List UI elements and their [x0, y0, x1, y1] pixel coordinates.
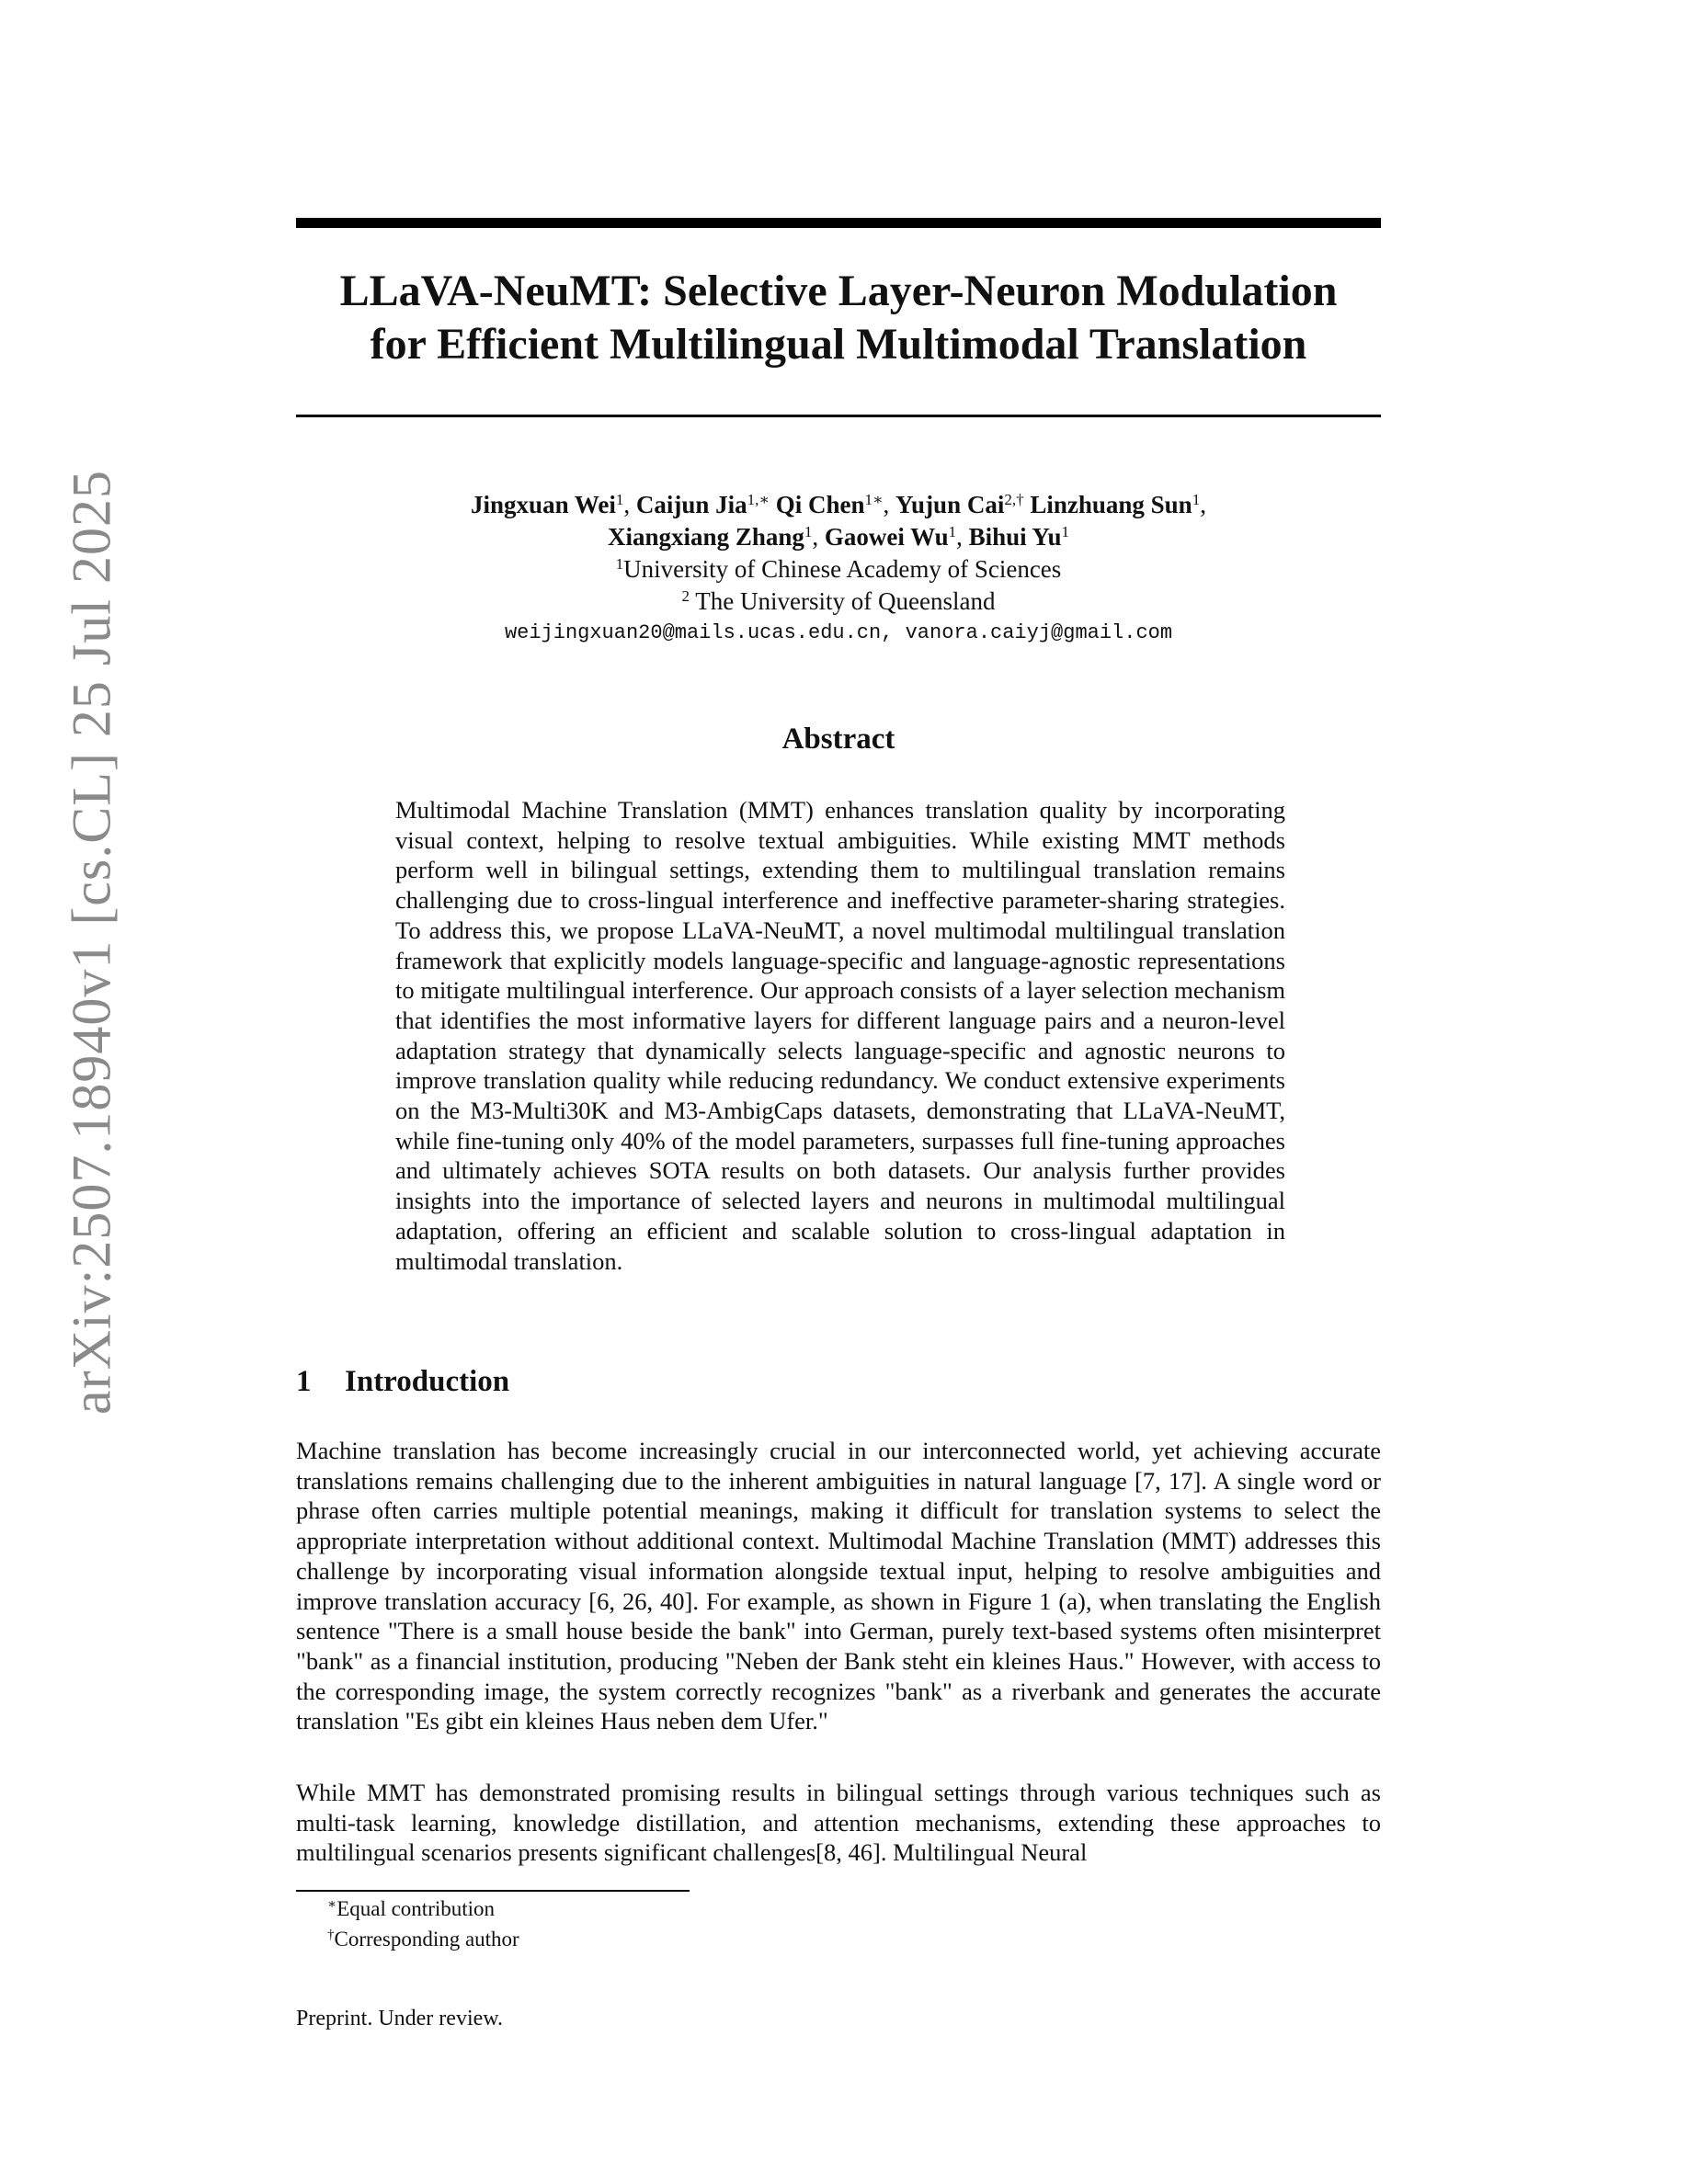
- author-block: [296, 489, 1381, 618]
- author-affiliation-mark: 1: [1192, 491, 1201, 508]
- title-line-2: for Efficient Multilingual Multimodal Translation: [370, 320, 1307, 369]
- affiliation-mark: 2: [681, 587, 690, 605]
- footnote-separator: [296, 1890, 690, 1892]
- author-affiliation-mark: 1: [1061, 523, 1069, 540]
- author-affiliation-mark: 1: [615, 491, 624, 508]
- author-name: Qi Chen: [775, 491, 865, 518]
- title-line-1: LLaVA-NeuMT: Selective Layer-Neuron Modulation: [339, 267, 1338, 315]
- abstract-body: Multimodal Machine Translation (MMT) enhances translation quality by incorporating visual context, helping to resolve textual ambiguities. While existing MMT methods perform well in bilingual settings, extending them to multilingual translation remains challenging due to cross-lingual interference and ineffective parameter-sharing strategies. To address this, we propose LLaVA-NeuMT, a novel multimodal multilingual translation framework that explicitly models language-specific and language-agnostic representations to mitigate multilingual interference. Our approach consists of a layer selection mechanism that identifies the most informative layers for different language pairs and a neuron-level adaptation strategy that dynamically selects language-specific and agnostic neurons to improve translation quality while reducing redundancy. We conduct extensive experiments on the M3-Multi30K and M3-AmbigCaps datasets, demonstrating that LLaVA-NeuMT, while fine-tuning only 40% of the model parameters, surpasses full fine-tuning approaches and ultimately achieves SOTA results on both datasets. Our analysis further provides insights into the importance of selected layers and neurons in multimodal multilingual adaptation, offering an efficient and scalable solution to cross-lingual adaptation in multimodal translation.: [395, 796, 1285, 1275]
- author-name: Linzhuang Sun: [1030, 491, 1192, 518]
- author-affiliation-mark: 1: [948, 523, 957, 540]
- title-top-rule: [296, 218, 1381, 228]
- affiliation-name: The University of Queensland: [690, 587, 996, 615]
- affiliation-name: University of Chinese Academy of Sciences: [623, 555, 1062, 583]
- footnote-mark: †: [327, 1928, 335, 1942]
- author-line-2: Xiangxiang Zhang$^1$, Gaowei Wu$^1$, Bihui Yu$^1$: [608, 523, 1069, 551]
- paper-title: [296, 265, 1381, 371]
- affiliation-1: [296, 553, 1381, 586]
- footnotes: [327, 1894, 519, 1954]
- arxiv-identifier-stamp: arXiv:2507.18940v1 [cs.CL] 25 Jul 2025: [61, 470, 122, 1415]
- abstract-heading: Abstract: [781, 722, 895, 756]
- intro-paragraph-2: While MMT has demonstrated promising results in bilingual settings through various techniques such as multi-task learning, knowledge distillation, and attention mechanisms, extending these approaches to multilingual scenarios presents significant challenges[8, 46]. Multilingual Neural: [296, 1779, 1381, 1867]
- author-name: Xiangxiang Zhang: [608, 523, 804, 551]
- footnote-text: Equal contribution: [336, 1897, 496, 1920]
- intro-paragraph-1: Machine translation has become increasingly crucial in our interconnected world, yet achieving accurate translations remains challenging due to the inherent ambiguities in natural language [7, 17]. A single word or phrase often carries multiple potential meanings, making it difficult for translation systems to select the appropriate interpretation without additional context. Multimodal Machine Translation (MMT) addresses this challenge by incorporating visual information alongside textual input, helping to resolve ambiguities and improve translation accuracy [6, 26, 40]. For example, as shown in Figure 1 (a), when translating the English sentence "There is a small house beside the bank" into German, purely text-based systems often misinterpret "bank" as a financial institution, producing "Neben der Bank steht ein kleines Haus." However, with access to the corresponding image, the system correctly recognizes "bank" as a riverbank and generates the accurate translation "Es gibt ein kleines Haus neben dem Ufer.": [296, 1437, 1381, 1735]
- author-emails: weijingxuan20@mails.ucas.edu.cn, vanora.caiyj@gmail.com: [504, 621, 1173, 644]
- author-name: Caijun Jia: [635, 491, 747, 518]
- preprint-note: Preprint. Under review.: [296, 2007, 504, 2030]
- author-affiliation-mark: 1∗: [864, 491, 884, 508]
- author-affiliation-mark: 1,∗: [747, 491, 770, 508]
- author-affiliation-mark: 2,†: [1004, 491, 1024, 508]
- author-affiliation-mark: 1: [804, 523, 813, 540]
- footnote-equal-contribution: [327, 1894, 519, 1924]
- footnote-mark: ∗: [327, 1897, 337, 1912]
- author-name: Gaowei Wu: [824, 523, 949, 551]
- affiliation-mark: 1: [615, 555, 624, 573]
- section-title: Introduction: [345, 1365, 510, 1398]
- footnote-text: Corresponding author: [334, 1928, 519, 1951]
- author-name: Bihui Yu: [968, 523, 1062, 551]
- author-name: Yujun Cai: [895, 491, 1005, 518]
- footnote-corresponding-author: [327, 1924, 519, 1954]
- author-name: Jingxuan Wei: [471, 491, 616, 518]
- section-number: 1: [296, 1365, 312, 1398]
- author-line-1: Jingxuan Wei$^1$, Caijun Jia$^{1,∗}$ Qi Chen$^{1∗}$, Yujun Cai$^{2,\dagger}$ Linzhuang Sun$^1$,: [471, 491, 1206, 518]
- affiliation-2: [296, 586, 1381, 618]
- title-bottom-rule: [296, 415, 1381, 417]
- section-heading-introduction: [296, 1365, 509, 1399]
